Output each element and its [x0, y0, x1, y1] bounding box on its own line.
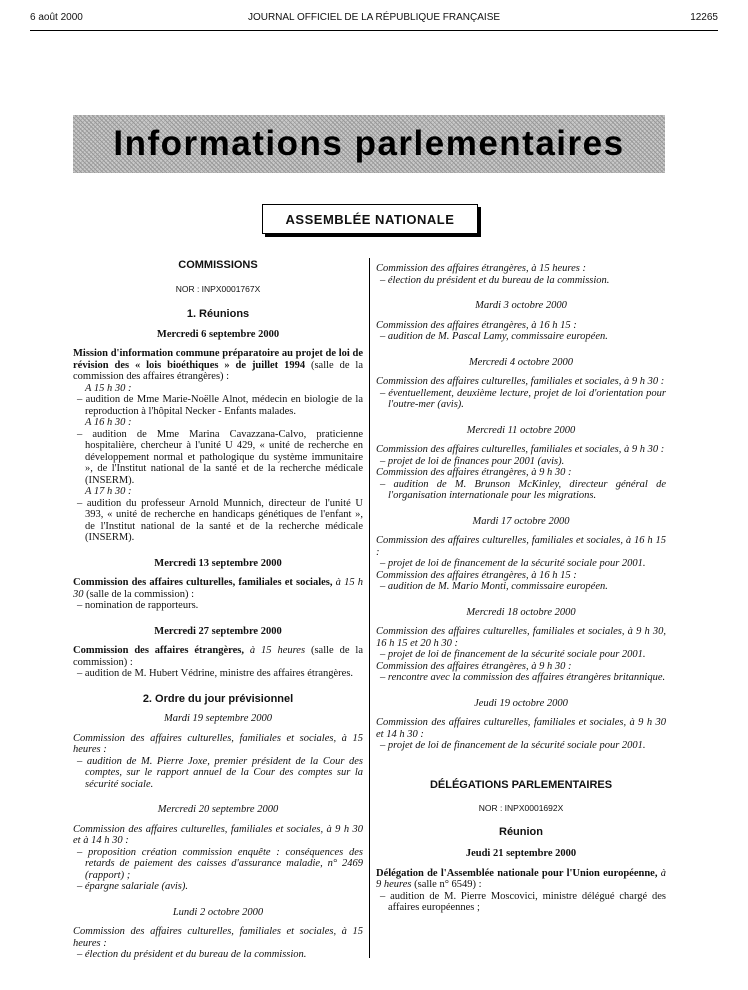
agenda-item: – audition de M. Pierre Moscovici, ministre délégué chargé des affaires européennes ;	[380, 890, 666, 913]
agenda-item: – audition de Mme Marina Cavazzana-Calvo, praticienne hospitalière, chercheur à l'unité U 429, « unité de recherche en développement normal et pathologique du système immunitaire », de l'Institut national de la santé et de la recherche médicale (INSERM).	[77, 428, 363, 486]
issue-date: 6 août 2000	[30, 12, 83, 23]
commission-entry: Commission des affaires culturelles, familiales et sociales, à 15 heures :	[73, 732, 363, 755]
commission-entry: Commission des affaires culturelles, familiales et sociales, à 9 h 30 :	[376, 376, 665, 387]
date-heading: Mardi 19 septembre 2000	[164, 713, 272, 724]
commission-entry: Commission des affaires étrangères, à 9 h 30 :	[376, 467, 572, 478]
commission-entry: Commission des affaires étrangères, à 16 h 15 :	[376, 319, 577, 331]
commission-entry: Commission des affaires culturelles, familiales et sociales, à 9 h 30 et 14 h 30 :	[376, 717, 666, 740]
date-heading: Mercredi 6 septembre 2000	[156, 328, 280, 340]
banner-title: Informations parlementaires	[113, 124, 625, 163]
commission-entry: Commission des affaires culturelles, familiales et sociales, à 16 h 15 :	[376, 535, 666, 558]
agenda-item: – audition du professeur Arnold Munnich, directeur de l'unité U 393, « unité de recherche en handicaps génétiques de l'enfant », de l'Institut national de la santé et de la recherche médicale (INSERM).	[77, 497, 363, 543]
agenda-item: – élection du président et du bureau de la commission.	[380, 274, 610, 286]
reunion-heading: Réunion	[499, 825, 543, 838]
date-heading: Mercredi 13 septembre 2000	[154, 557, 282, 569]
commission-entry: Commission des affaires culturelles, familiales et sociales, à 15 h 30 (salle de la commission) :	[73, 577, 364, 600]
agenda-item: – rencontre avec la commission des affaires étrangères britannique.	[380, 672, 666, 683]
date-heading: Jeudi 19 octobre 2000	[474, 697, 568, 709]
agenda-item: – nomination de rapporteurs.	[77, 600, 199, 611]
mission-entry: Mission d'information commune préparatoire au projet de loi de révision des « lois bioéthiques » de juillet 1994 (salle de la commission des affaires étrangères) :	[73, 348, 363, 382]
commission-entry: Commission des affaires culturelles, familiales et sociales, à 15 heures :	[73, 926, 363, 949]
date-heading: Mercredi 4 octobre 2000	[468, 356, 574, 368]
commission-entry: Commission des affaires culturelles, familiales et sociales, à 9 h 30 et à 14 h 30 :	[73, 823, 363, 846]
date-heading: Mercredi 27 septembre 2000	[154, 625, 282, 637]
journal-title: JOURNAL OFFICIEL DE LA RÉPUBLIQUE FRANÇAISE	[247, 12, 501, 23]
header-rule	[30, 30, 718, 31]
reunions-heading: 1. Réunions	[186, 308, 250, 320]
assemblee-box: ASSEMBLÉE NATIONALE	[262, 204, 478, 234]
agenda-item: – audition de M. Pascal Lamy, commissaire européen.	[380, 331, 608, 342]
agenda-item: – éventuellement, deuxième lecture, projet de loi d'orientation pour l'outre-mer (avis).	[380, 387, 666, 410]
time-label: A 15 h 30 :	[85, 382, 132, 394]
date-heading: Lundi 2 octobre 2000	[172, 906, 264, 918]
agenda-item: – épargne salariale (avis).	[77, 881, 189, 892]
agenda-item: – audition de M. Mario Monti, commissaire européen.	[380, 581, 608, 592]
page-number: 12265	[690, 12, 718, 23]
column-divider	[369, 258, 370, 958]
left-column	[73, 260, 363, 961]
delegation-entry: Délégation de l'Assemblée nationale pour l'Union européenne, à 9 heures (salle n° 6549) :	[376, 867, 666, 890]
agenda-item: – projet de loi de financement de la sécurité sociale pour 2001.	[380, 740, 646, 751]
nor-reference: NOR : INPX0001692X	[478, 803, 564, 813]
agenda-item: – audition de M. Pierre Joxe, premier président de la Cour des comptes, sur le rapport annuel de la Cour des comptes sur la sécurité sociale.	[77, 755, 363, 790]
commission-entry: Commission des affaires culturelles, familiales et sociales, à 9 h 30 :	[376, 444, 665, 455]
page-header	[30, 12, 718, 28]
agenda-item: – audition de M. Hubert Védrine, ministre des affaires étrangères.	[77, 668, 354, 679]
date-heading: Mercredi 18 octobre 2000	[466, 606, 576, 618]
commission-entry: Commission des affaires étrangères, à 9 h 30 :	[376, 660, 572, 672]
date-heading: Mardi 17 octobre 2000	[472, 515, 570, 527]
agenda-item: – projet de loi de finances pour 2001 (avis).	[380, 455, 565, 467]
time-label: A 17 h 30 :	[85, 486, 132, 497]
agenda-item: – projet de loi de financement de la sécurité sociale pour 2001.	[380, 558, 646, 569]
right-column	[376, 263, 666, 914]
agenda-item: – audition de Mme Marie-Noëlle Alnot, médecin en biologie de la reproduction à l'hôpital Necker - Enfants malades.	[77, 394, 363, 417]
commission-entry: Commission des affaires étrangères, à 15 heures :	[376, 263, 586, 274]
ordre-heading: 2. Ordre du jour prévisionnel	[142, 692, 294, 705]
time-label: A 16 h 30 :	[85, 417, 132, 428]
date-heading: Mardi 3 octobre 2000	[475, 300, 567, 311]
commissions-heading: COMMISSIONS	[178, 259, 258, 271]
agenda-item: – élection du président et du bureau de la commission.	[77, 949, 307, 960]
commission-entry: Commission des affaires étrangères, à 15 heures (salle de la commission) :	[73, 645, 363, 668]
agenda-item: – audition de M. Brunson McKinley, directeur général de l'organisation internationale pour les migrations.	[380, 478, 666, 501]
date-heading: Jeudi 21 septembre 2000	[465, 848, 577, 859]
nor-reference: NOR : INPX0001767X	[175, 283, 261, 294]
commission-entry: Commission des affaires culturelles, familiales et sociales, à 9 h 30, 16 h 15 et 20 h 30 :	[376, 626, 666, 649]
date-heading: Mercredi 20 septembre 2000	[157, 804, 279, 815]
delegations-heading: DÉLÉGATIONS PARLEMENTAIRES	[429, 778, 613, 791]
commission-entry: Commission des affaires étrangères, à 16 h 15 :	[376, 569, 577, 581]
section-banner	[73, 115, 665, 173]
agenda-item: – projet de loi de financement de la sécurité sociale pour 2001.	[380, 649, 646, 660]
date-heading: Mercredi 11 octobre 2000	[466, 424, 576, 436]
agenda-item: – proposition création commission enquête : conséquences des retards de paiement des caisses d'assurance maladie, n° 2469 (rapport) ;	[77, 846, 363, 881]
